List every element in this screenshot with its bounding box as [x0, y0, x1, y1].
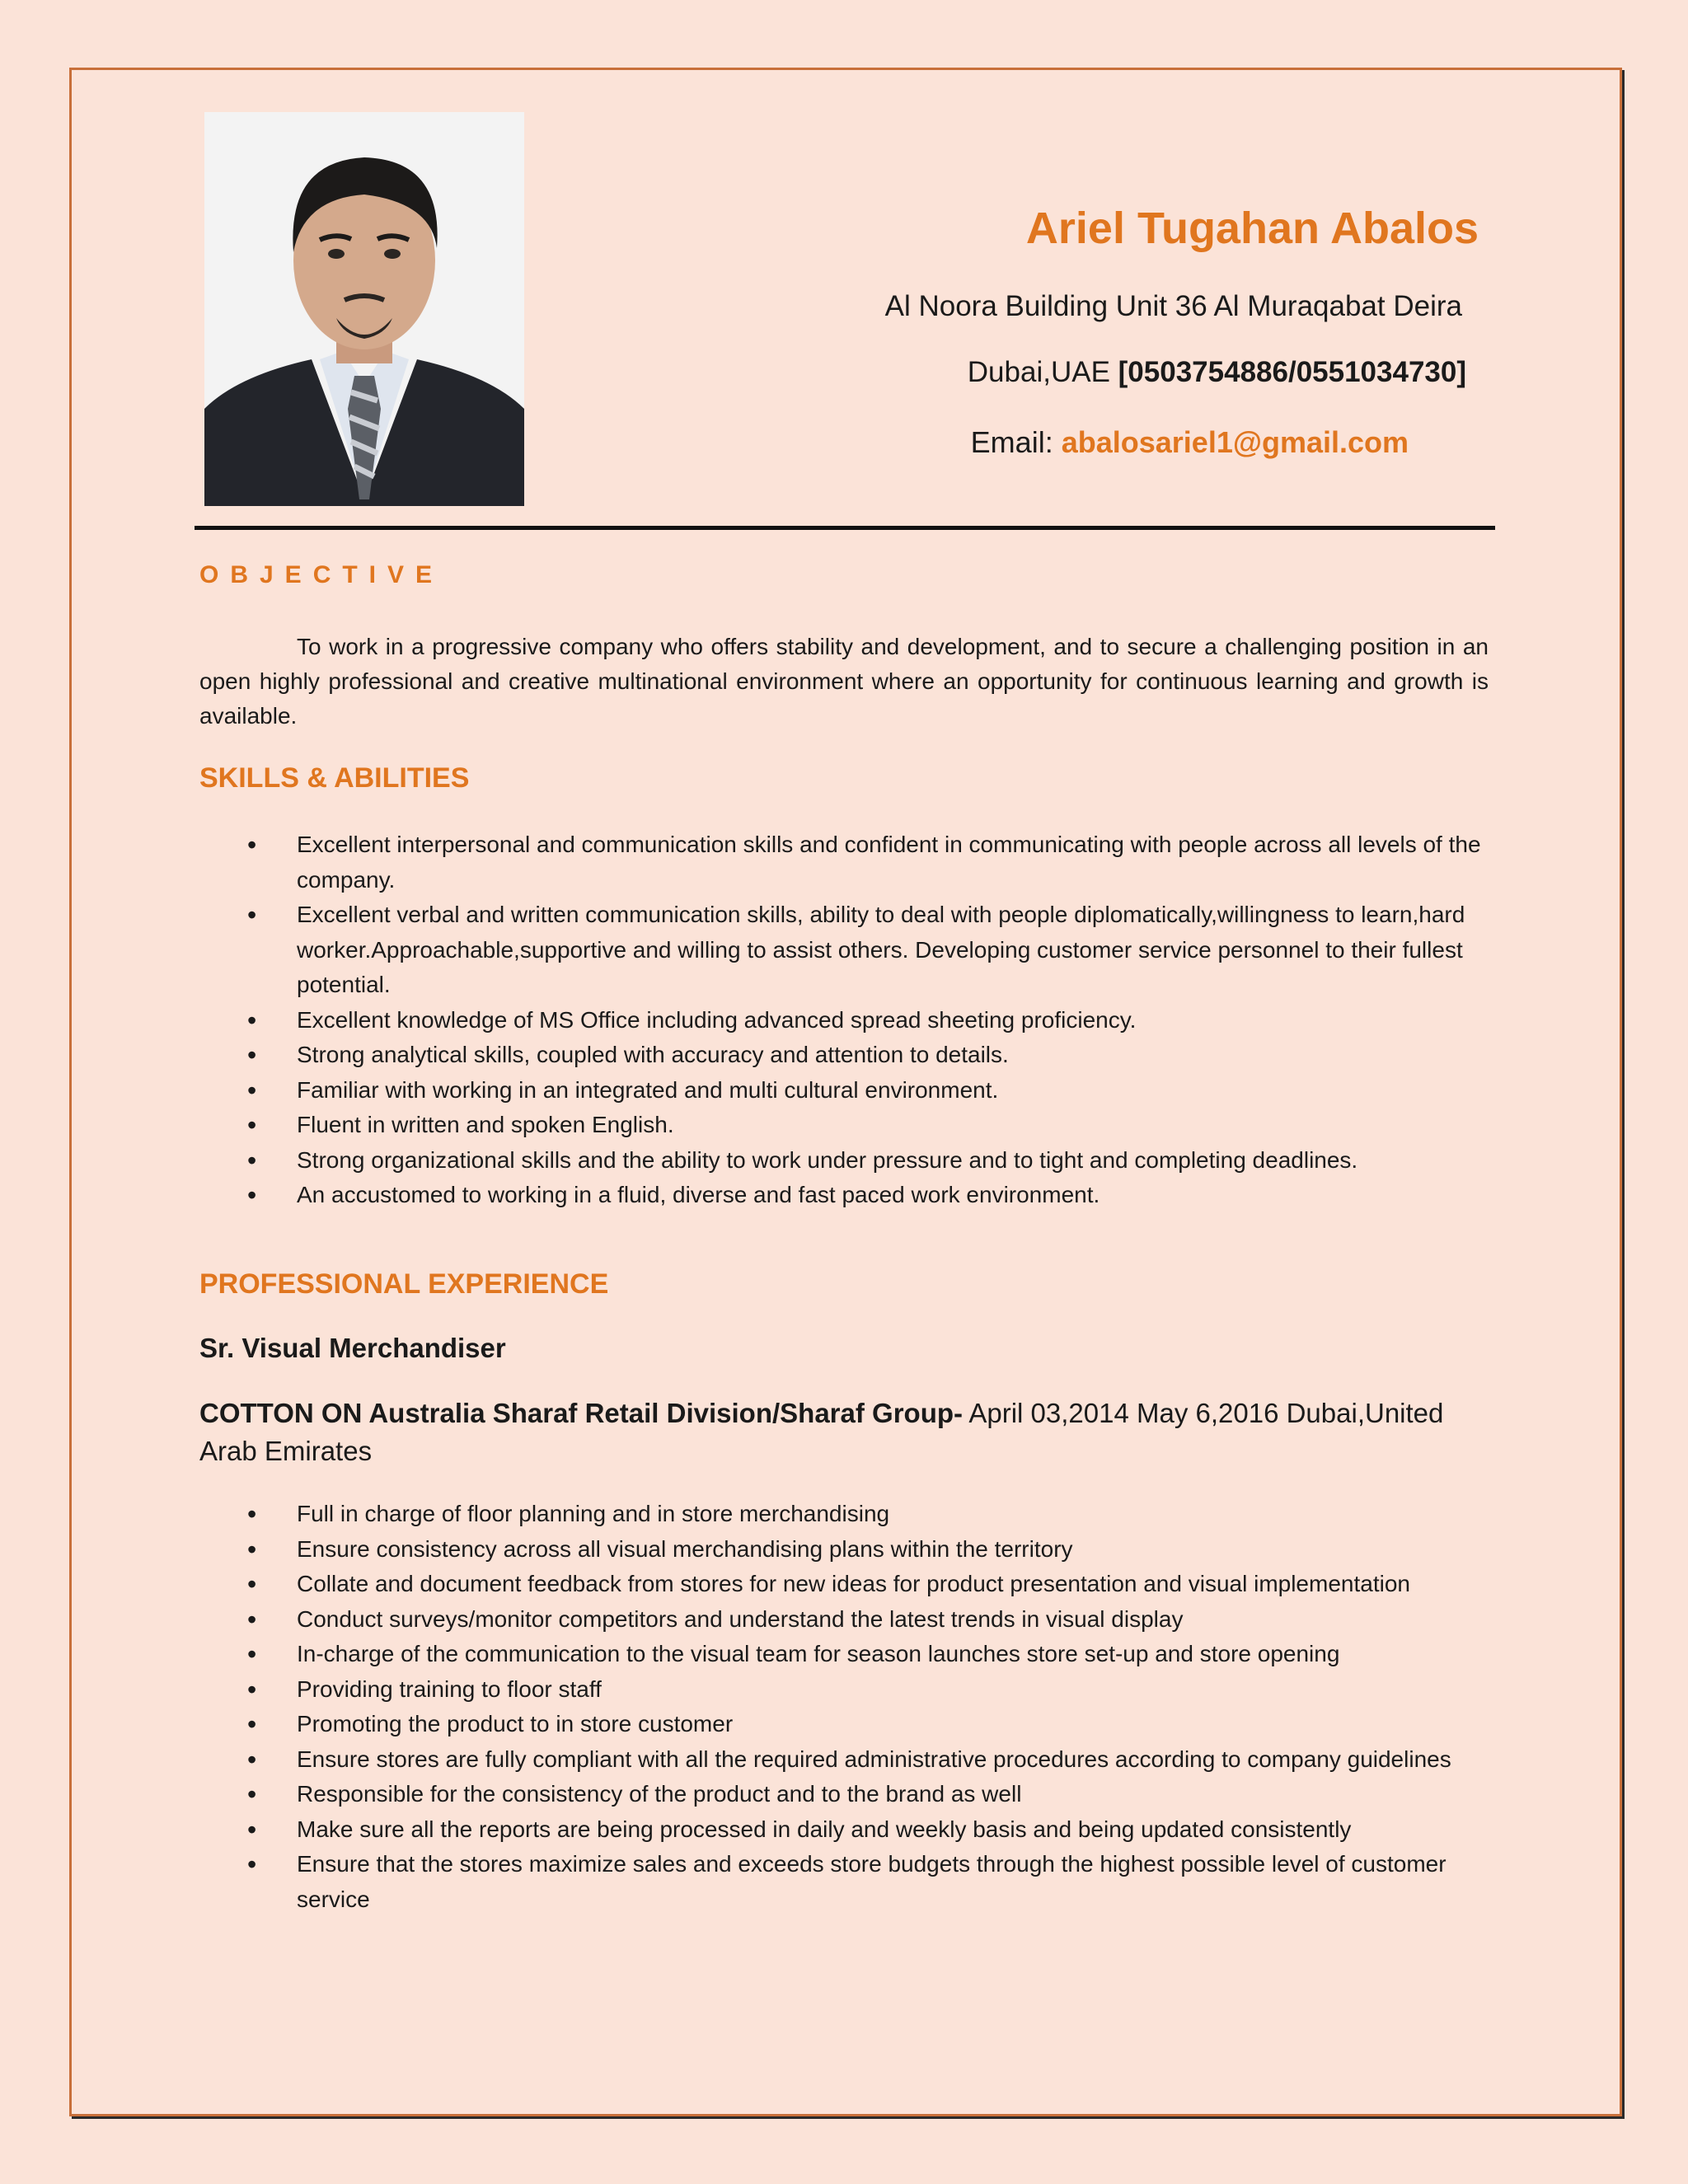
skills-list — [199, 827, 1493, 1213]
company-line — [199, 1394, 1485, 1470]
experience-list — [199, 1497, 1493, 1917]
objective-body: To work in a progressive company who offers stability and development, and to secure a challenging position in an open highly professional and creative multinational environment where an opportunity for continuous learning and growth is available. — [199, 634, 1489, 729]
list-item: • Collate and document feedback from stores for new ideas for product presentation and visual implementation — [199, 1567, 1493, 1602]
list-item: • Ensure that the stores maximize sales and exceeds store budgets through the highest possible level of customer service — [199, 1847, 1493, 1917]
email-label: Email: — [970, 425, 1053, 459]
list-item: • Strong analytical skills, coupled with accuracy and attention to details. — [199, 1038, 1493, 1073]
email-link[interactable]: abalosariel1@gmail.com — [1061, 425, 1409, 459]
list-item: • Promoting the product to in store customer — [199, 1707, 1493, 1742]
list-item: • Ensure stores are fully compliant with all the required administrative procedures according to company guidelines — [199, 1742, 1493, 1778]
list-item: • An accustomed to working in a fluid, diverse and fast paced work environment. — [199, 1178, 1493, 1213]
list-item: • Responsible for the consistency of the product and to the brand as well — [199, 1777, 1493, 1812]
list-item: • Ensure consistency across all visual merchandising plans within the territory — [199, 1532, 1493, 1568]
list-item: • Providing training to floor staff — [199, 1672, 1493, 1708]
company-name: COTTON ON Australia Sharaf Retail Division/Sharaf Group- — [199, 1398, 963, 1428]
list-item: • Excellent interpersonal and communication skills and confident in communicating with people across all levels of the company. — [199, 827, 1493, 898]
header-divider — [195, 526, 1495, 530]
list-item: • Familiar with working in an integrated and multi cultural environment. — [199, 1073, 1493, 1108]
list-item: • Full in charge of floor planning and in store merchandising — [199, 1497, 1493, 1532]
profile-photo-illustration — [204, 112, 524, 506]
candidate-name: Ariel Tugahan Abalos — [1025, 204, 1479, 253]
list-item: • Make sure all the reports are being processed in daily and weekly basis and being updated consistently — [199, 1812, 1493, 1848]
address-line-2 — [808, 353, 1466, 392]
address-city: Dubai,UAE — [967, 356, 1118, 388]
email-line — [808, 422, 1409, 463]
list-item: • Conduct surveys/monitor competitors and understand the latest trends in visual display — [199, 1602, 1493, 1638]
list-item: • Strong organizational skills and the ability to work under pressure and to tight and completing deadlines. — [199, 1143, 1493, 1179]
list-item: • In-charge of the communication to the visual team for season launches store set-up and store opening — [199, 1637, 1493, 1672]
phone-numbers: [0503754886/0551034730] — [1118, 356, 1466, 388]
objective-heading: OBJECTIVE — [199, 561, 444, 588]
list-item: • Excellent knowledge of MS Office including advanced spread sheeting proficiency. — [199, 1003, 1493, 1038]
profile-photo — [204, 112, 524, 506]
list-item: • Excellent verbal and written communication skills, ability to deal with people diplomatically,willingness to learn,hard worker.Approachable,supportive and willing to assist others. Developing customer service personnel to their fullest potential. — [199, 898, 1493, 1003]
objective-text — [199, 630, 1489, 733]
employment-period: April 03,2014 May 6,2016 Dubai,United Arab Emirates — [199, 1398, 1444, 1466]
list-item: • Fluent in written and spoken English. — [199, 1108, 1493, 1143]
skills-heading: SKILLS & ABILITIES — [199, 762, 470, 794]
job-title: Sr. Visual Merchandiser — [199, 1333, 506, 1363]
experience-heading: PROFESSIONAL EXPERIENCE — [199, 1268, 609, 1300]
address-line-1: Al Noora Building Unit 36 Al Muraqabat Deira — [884, 290, 1462, 322]
